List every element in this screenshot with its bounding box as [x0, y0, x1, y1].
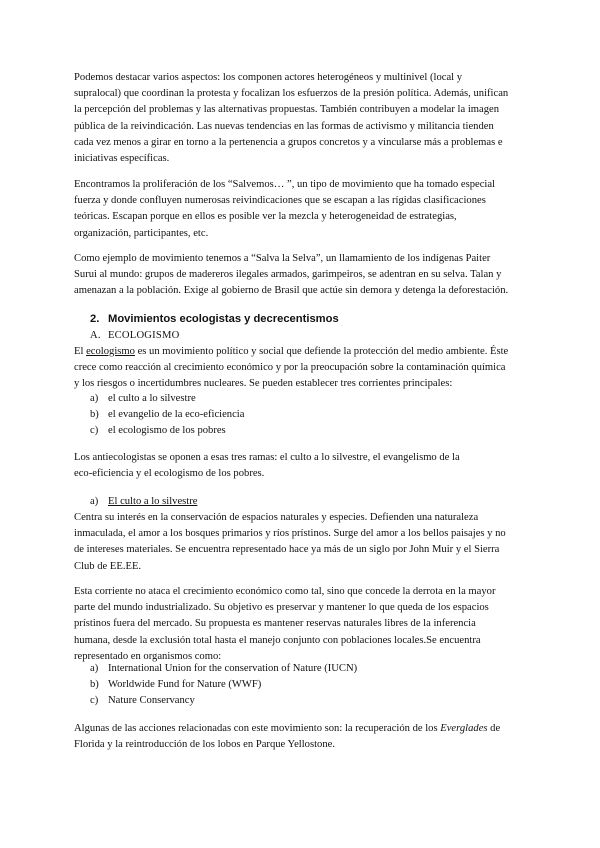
text-line — [74, 344, 529, 360]
list-item — [90, 661, 357, 677]
paragraph-aspects — [74, 70, 529, 167]
paragraph-corriente — [74, 584, 529, 665]
text-line: Podemos destacar varios aspectos: los componen actores heterogéneos y multinivel (local y — [74, 72, 463, 83]
list-marker: a) — [90, 496, 99, 507]
text-line: Club de EE.EE. — [74, 560, 142, 572]
text-line: y los riesgos o incertidumbres nucleares. Se pueden establecer tres corrientes principales: — [74, 378, 453, 390]
text-line: pública de la reivindicación. Las nuevas tendencias en las formas de activismo y militancia tienden — [74, 120, 494, 132]
text-line: Los antiecologistas se oponen a esas tres ramas: el culto a lo silvestre, el evangelismo de la — [74, 452, 460, 463]
text-line: teóricas. Escapan porque en ellos es posible ver la mezcla y heterogeneidad de estrategias, — [74, 211, 457, 223]
text-line: Florida y la reintroducción de los lobos en Parque Yellostone. — [74, 739, 335, 751]
paragraph-salva-la-selva — [74, 251, 529, 300]
section-heading — [90, 311, 339, 327]
list-item — [90, 494, 197, 510]
text-line: Surui al mundo: grupos de madereros ilegales armados, garimpeiros, se adentran en su selva. Talan y — [74, 269, 502, 281]
text-line: humana, desde la exclusión total hasta el manejo conjunto con poblaciones locales.Se encuentra — [74, 634, 481, 646]
subsection-title: ECOLOGISMO — [108, 330, 180, 341]
text-line: inmaculada, el amor a los bosques primarios y ríos prístinos. Surge del amor a los bellos paisajes y no — [74, 528, 506, 540]
list-marker: a) — [90, 663, 99, 674]
text-line: fuerza y donde confluyen numerosas reivindicaciones que se escapan a las rígidas clasificaciones — [74, 195, 486, 207]
text-line — [74, 721, 529, 737]
text-line: parte del mundo industrializado. Su objetivo es preservar y mantener lo que queda de los espacios — [74, 602, 489, 614]
list-item-text: International Union for the conservation of Nature (IUCN) — [108, 663, 358, 674]
text-line: Encontramos la proliferación de los “Salvemos… ”, un tipo de movimiento que ha tomado especial — [74, 179, 495, 190]
text-line: la percepción del problemas y las alternativas propuestas. También contribuyen a modelar la imagen — [74, 104, 500, 116]
list-item-text: el ecologismo de los pobres — [108, 425, 226, 437]
section-title: Movimientos ecologistas y decrecentismos — [108, 313, 339, 325]
section-number: 2. — [90, 313, 100, 325]
text-line: representado en organismos como: — [74, 650, 222, 662]
text-line: organización, participantes, etc. — [74, 227, 209, 239]
text-line: Como ejemplo de movimiento tenemos a “Salva la Selva”, un llamamiento de los indígenas Paiter — [74, 253, 491, 264]
text-line: supralocal) que coordinan la protesta y focalizan los esfuerzos de la presión política. Además, unifican — [74, 88, 509, 100]
list-item-text: Worldwide Fund for Nature (WWF) — [108, 679, 262, 691]
list-marker: b) — [90, 679, 99, 691]
text-line: Esta corriente no ataca el crecimiento económico como tal, sino que concede la derrota en la mayor — [74, 586, 496, 597]
list-item — [90, 407, 244, 423]
text-line: eco-eficiencia y el ecologismo de los pobres. — [74, 468, 265, 480]
paragraph-culto-silvestre — [74, 510, 529, 575]
text-line: cada vez menos a girar en torno a la pertenencia a grupos concretos y a vincularse más a problemas e — [74, 136, 503, 148]
subheading-culto-silvestre — [90, 494, 197, 510]
list-item — [90, 391, 244, 407]
list-item-text: el evangelio de la eco-eficiencia — [108, 409, 245, 421]
list-marker: a) — [90, 393, 99, 404]
organisms-list — [90, 661, 357, 710]
text-line: crece como reacción al crecimiento económico y por la preocupación sobre la contaminación química — [74, 362, 506, 374]
list-item — [90, 677, 357, 693]
text-line: iniciativas específicas. — [74, 153, 170, 165]
currents-list — [90, 391, 244, 440]
paragraph-acciones — [74, 721, 529, 753]
subsection-heading — [90, 328, 179, 344]
text-line: prístinos fuera del mercado. Su propuesta es mantener reservas naturales libres de la inferencia — [74, 618, 476, 630]
term-everglades: Everglades — [440, 723, 488, 734]
text-line: Centra su interés en la conservación de espacios naturales y especies. Defienden una naturaleza — [74, 512, 479, 523]
text-fragment: es un movimiento político y social que defiende la protección del medio ambiente. Éste — [134, 346, 509, 357]
term-ecologismo: ecologismo — [86, 346, 135, 357]
list-marker: b) — [90, 409, 99, 421]
text-line: amenazan a la población. Exige al gobierno de Brasil que actúe sin demora y detenga la deforestación. — [74, 285, 509, 297]
list-item — [90, 693, 357, 709]
text-fragment: Algunas de las acciones relacionadas con este movimiento son: la recuperación de los — [74, 723, 441, 734]
list-marker: c) — [90, 425, 99, 437]
subheading-title: El culto a lo silvestre — [108, 496, 198, 507]
text-fragment: de — [487, 723, 501, 734]
list-item-text: el culto a lo silvestre — [108, 393, 196, 404]
subsection-letter: A. — [90, 330, 101, 341]
paragraph-ecologismo — [74, 344, 529, 393]
text-line: de intereses materiales. Se encuentra representado hace ya más de un siglo por John Muir y el Sierra — [74, 544, 500, 556]
list-item-text: Nature Conservancy — [108, 695, 195, 707]
paragraph-salvemos — [74, 177, 529, 242]
list-marker: c) — [90, 695, 99, 707]
paragraph-antiecologistas — [74, 450, 529, 482]
list-item — [90, 423, 244, 439]
text-fragment: El — [74, 346, 87, 357]
